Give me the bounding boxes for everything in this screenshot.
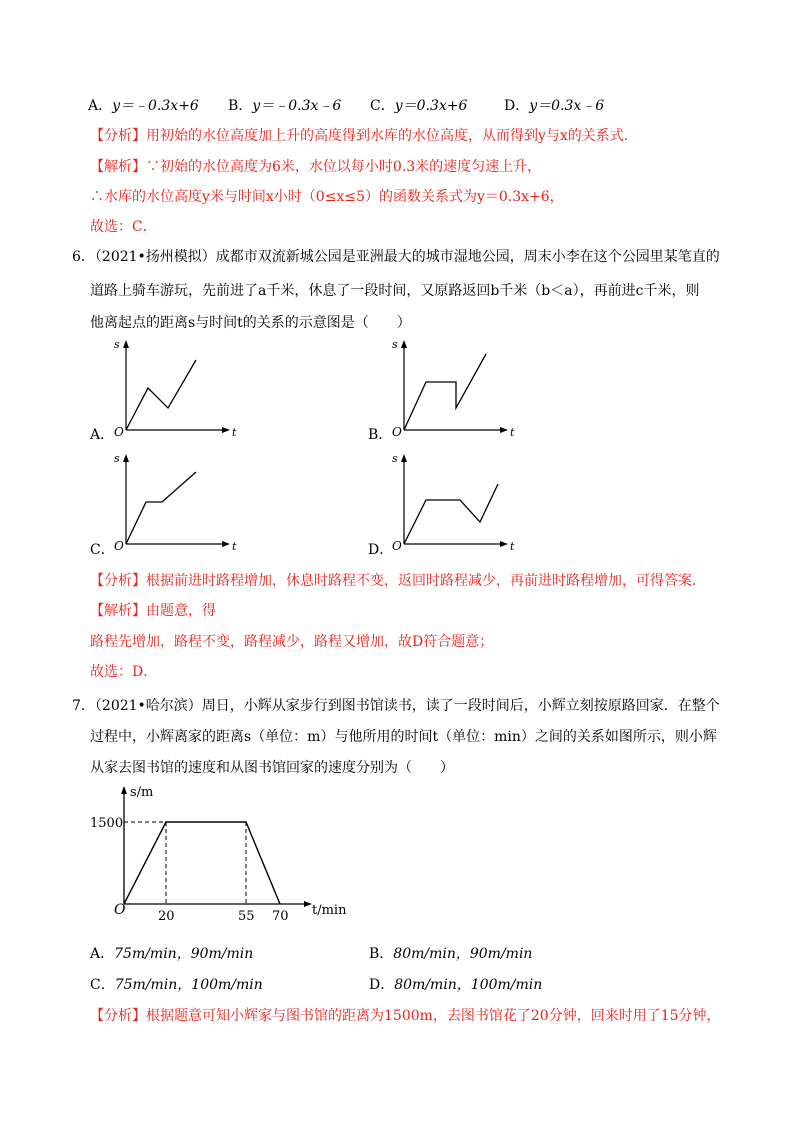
q7-xtick-55: 55: [238, 909, 255, 924]
q6-analysis: 【分析】根据前进时路程增加，休息时路程不变，返回时路程减少，再前进时路程增加，可得答案．: [90, 573, 706, 589]
q6-b-origin: O: [392, 425, 402, 439]
q7-ytick-1500: 1500: [90, 816, 124, 831]
q5-answer: 故选：C．: [90, 219, 157, 235]
q6-d-t-label: t: [510, 540, 515, 553]
q5-option-c: C．y＝0.3x+6: [370, 98, 468, 114]
q6-option-d-label: D．: [368, 542, 394, 558]
q7-graph: [84, 780, 384, 924]
q6-c-origin: O: [114, 539, 124, 553]
q7-analysis: 【分析】根据题意可知小辉家与图书馆的距离为1500m，去图书馆花了20分钟，回来时用了15分钟，: [90, 1008, 721, 1024]
q6-graph-b: [388, 338, 518, 438]
q7-origin: O: [114, 902, 126, 918]
q6-graph-a: [110, 338, 240, 438]
q7-option-d: D．80m/min，100m/min: [369, 977, 543, 993]
q6-c-t-label: t: [232, 540, 237, 553]
q6-solution-line1: 【解析】由题意，得: [90, 603, 216, 619]
q6-a-s-label: s: [114, 338, 120, 351]
q5-option-d: D．y＝0.3x﹣6: [504, 98, 605, 114]
q6-d-origin: O: [392, 539, 402, 553]
q6-a-origin: O: [114, 425, 124, 439]
q5-solution-line1: 【解析】∵初始的水位高度为6米，水位以每小时0.3米的速度匀速上升，: [90, 159, 542, 175]
q6-solution-line2: 路程先增加，路程不变，路程减少，路程又增加，故D符合题意；: [90, 634, 494, 650]
q7-option-a: A．75m/min，90m/min: [90, 946, 254, 962]
q7-xlabel: t/min: [312, 903, 347, 918]
q6-graph-d: [388, 452, 518, 552]
q6-option-c-label: C．: [90, 542, 115, 558]
q6-stem-line2: 道路上骑车游玩，先前进了a千米，休息了一段时间，又原路返回b千米（b＜a），再前进c千米，则: [90, 283, 700, 299]
q6-b-t-label: t: [510, 426, 515, 439]
q6-answer: 故选：D．: [90, 664, 158, 680]
q6-stem-line3: 他离起点的距离s与时间t的关系的示意图是（ ）: [90, 315, 411, 331]
q5-analysis: 【分析】用初始的水位高度加上升的高度得到水库的水位高度，从而得到y与x的关系式．: [90, 128, 638, 144]
q6-option-a-label: A．: [90, 427, 115, 443]
q7-stem-line3: 从家去图书馆的速度和从图书馆回家的速度分别为（ ）: [90, 760, 454, 776]
q7-xtick-70: 70: [272, 909, 289, 924]
q6-option-b-label: B．: [368, 427, 393, 443]
q7-ylabel: s/m: [130, 785, 154, 800]
q5-option-a: A．y＝﹣0.3x+6: [88, 98, 199, 114]
q6-a-t-label: t: [232, 426, 237, 439]
q7-stem-line2: 过程中，小辉离家的距离s（单位：m）与他所用的时间t（单位：min）之间的关系如图所示，则小辉: [90, 729, 717, 745]
q7-stem-line1: 7．（2021•哈尔滨）周日，小辉从家步行到图书馆读书，读了一段时间后，小辉立刻按原路回家．在整个: [72, 698, 720, 714]
q6-b-s-label: s: [392, 338, 398, 351]
q7-xtick-20: 20: [158, 909, 175, 924]
q6-c-s-label: s: [114, 452, 120, 465]
q6-graph-c: [110, 452, 240, 552]
q6-stem-line1: 6．（2021•扬州模拟）成都市双流新城公园是亚洲最大的城市湿地公园，周末小李在这个公园里某笔直的: [72, 249, 720, 265]
q7-option-b: B．80m/min，90m/min: [369, 946, 533, 962]
q5-solution-line2: ∴水库的水位高度y米与时间x小时（0≤x≤5）的函数关系式为y＝0.3x+6，: [90, 189, 564, 205]
q5-option-b: B．y＝﹣0.3x﹣6: [228, 98, 342, 114]
q7-option-c: C．75m/min，100m/min: [90, 977, 263, 993]
q6-d-s-label: s: [392, 452, 398, 465]
